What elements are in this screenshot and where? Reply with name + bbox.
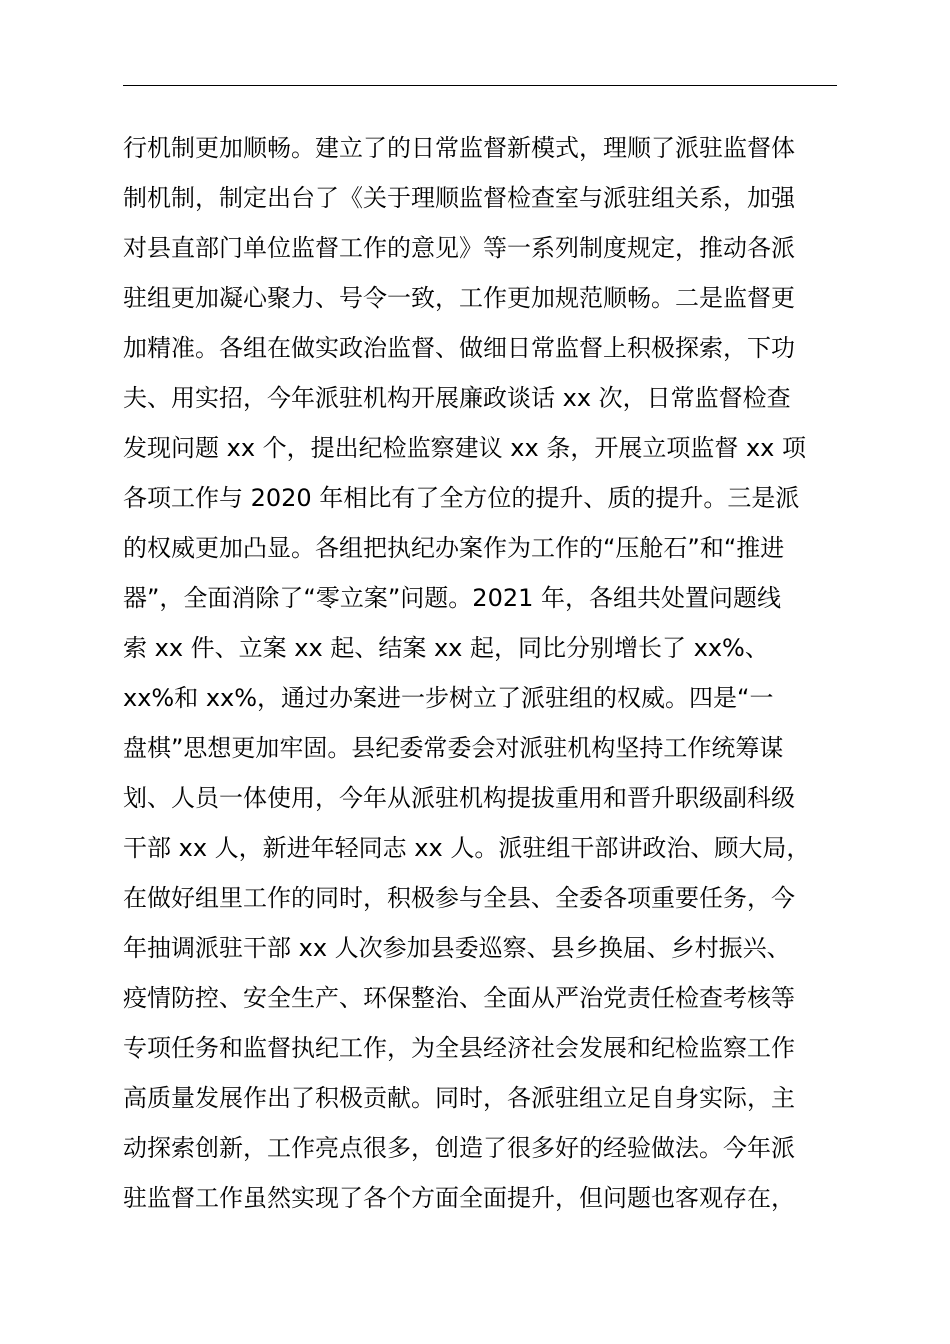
text-line-17: 年抽调派驻干部 xx 人次参加县委巡察、县乡换届、乡村振兴、 <box>123 934 791 962</box>
text-line-7: 发现问题 xx 个，提出纪检监察建议 xx 条，开展立项监督 xx 项 <box>123 434 806 462</box>
text-line-22: 驻监督工作虽然实现了各个方面全面提升，但问题也客观存在， <box>123 1184 795 1212</box>
text-line-13: 盘棋”思想更加牢固。县纪委常委会对派驻机构坚持工作统筹谋 <box>123 734 784 762</box>
text-line-3: 对县直部门单位监督工作的意见》等一系列制度规定，推动各派 <box>123 234 795 262</box>
text-line-21: 动探索创新，工作亮点很多，创造了很多好的经验做法。今年派 <box>123 1134 795 1162</box>
text-line-12: xx%和 xx%，通过办案进一步树立了派驻组的权威。四是“一 <box>123 684 774 712</box>
text-line-14: 划、人员一体使用，今年从派驻机构提拔重用和晋升职级副科级 <box>123 784 795 812</box>
text-line-10: 器”，全面消除了“零立案”问题。2021 年，各组共处置问题线 <box>123 584 782 612</box>
text-line-15: 干部 xx 人，新进年轻同志 xx 人。派驻组干部讲政治、顾大局， <box>123 834 811 862</box>
header-rule <box>123 85 837 86</box>
text-line-20: 高质量发展作出了积极贡献。同时，各派驻组立足自身实际，主 <box>123 1084 795 1112</box>
text-line-4: 驻组更加凝心聚力、号令一致，工作更加规范顺畅。二是监督更 <box>123 284 795 312</box>
text-line-18: 疫情防控、安全生产、环保整治、全面从严治党责任检查考核等 <box>123 984 795 1012</box>
text-line-19: 专项任务和监督执纪工作，为全县经济社会发展和纪检监察工作 <box>123 1034 795 1062</box>
body-paragraph <box>123 123 883 1223</box>
text-line-1: 行机制更加顺畅。建立了的日常监督新模式，理顺了派驻监督体 <box>123 134 795 162</box>
text-line-5: 加精准。各组在做实政治监督、做细日常监督上积极探索，下功 <box>123 334 795 362</box>
text-line-6: 夫、用实招，今年派驻机构开展廉政谈话 xx 次，日常监督检查 <box>123 384 791 412</box>
text-line-8: 各项工作与 2020 年相比有了全方位的提升、质的提升。三是派 <box>123 484 800 512</box>
text-line-9: 的权威更加凸显。各组把执纪办案作为工作的“压舱石”和“推进 <box>123 534 785 562</box>
text-line-11: 索 xx 件、立案 xx 起、结案 xx 起，同比分别增长了 xx%、 <box>123 634 769 662</box>
text-line-2: 制机制，制定出台了《关于理顺监督检查室与派驻组关系，加强 <box>123 184 795 212</box>
text-line-16: 在做好组里工作的同时，积极参与全县、全委各项重要任务，今 <box>123 884 795 912</box>
